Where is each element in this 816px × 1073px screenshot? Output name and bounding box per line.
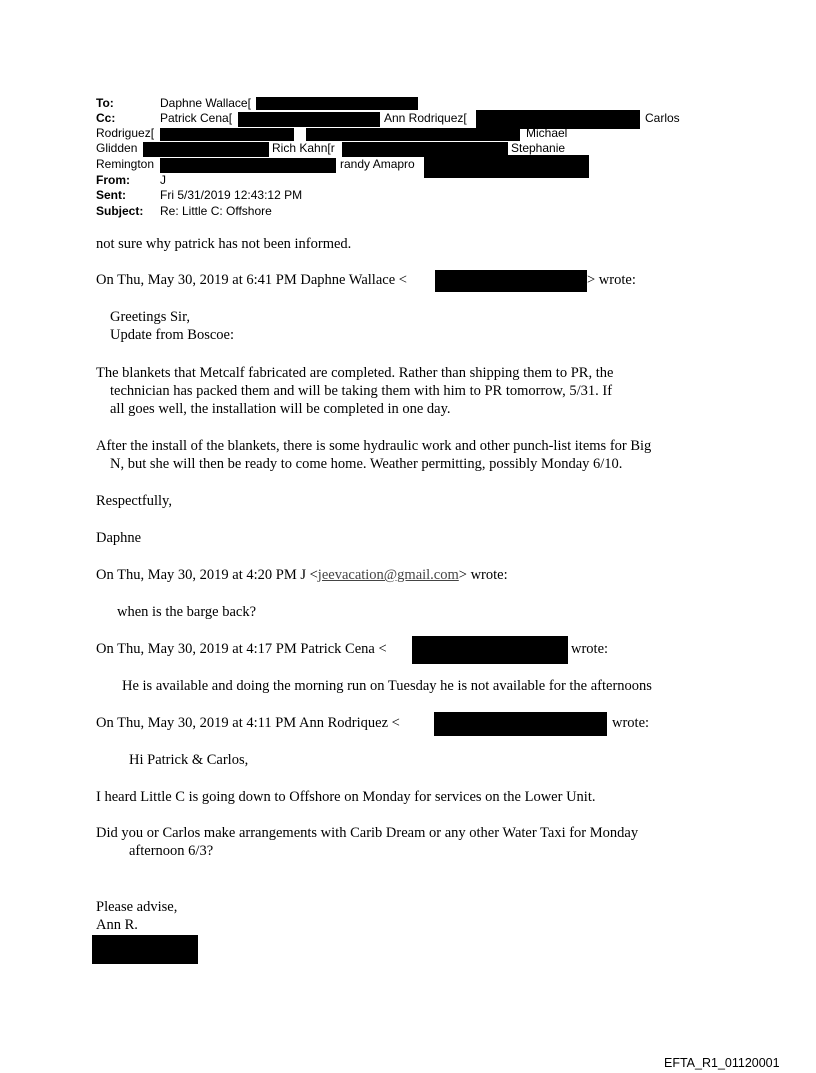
reply-text: not sure why patrick has not been informed. <box>96 236 352 252</box>
redaction-box <box>256 97 418 110</box>
email-link[interactable]: jeevacation@gmail.com <box>317 567 459 583</box>
signature-line: Ann R. <box>96 917 138 933</box>
redaction-box <box>143 142 269 157</box>
redaction-box <box>160 128 294 141</box>
redaction-box <box>435 270 587 292</box>
quote-header-daphne: On Thu, May 30, 2019 at 6:41 PM Daphne Wallace < <box>96 272 407 288</box>
update-line: Update from Boscoe: <box>110 327 235 343</box>
redaction-box <box>424 155 589 178</box>
cc-randy: randy Amapro <box>340 157 415 171</box>
quote-header-patrick: On Thu, May 30, 2019 at 4:17 PM Patrick Cena < <box>96 641 387 657</box>
paragraph-line: all goes well, the installation will be completed in one day. <box>110 401 451 417</box>
to-label: To: <box>96 96 114 110</box>
subject-value: Re: Little C: Offshore <box>160 204 272 218</box>
quote-header-patrick-end: wrote: <box>571 641 609 657</box>
cc-michael: Michael <box>526 126 568 140</box>
cc-remington: Remington <box>96 157 155 171</box>
from-value: J <box>160 173 166 187</box>
cc-stephanie: Stephanie <box>511 141 566 155</box>
cc-ann: Ann Rodriquez[ <box>384 111 467 125</box>
quote-header-ann: On Thu, May 30, 2019 at 4:11 PM Ann Rodriquez < <box>96 715 400 731</box>
quoted-greeting: Hi Patrick & Carlos, <box>129 752 249 768</box>
cc-carlos: Carlos <box>645 111 680 125</box>
to-value: Daphne Wallace[ <box>160 96 251 110</box>
cc-glidden: Glidden <box>96 141 138 155</box>
from-label: From: <box>96 173 130 187</box>
redaction-box <box>92 935 198 964</box>
sent-label: Sent: <box>96 188 126 202</box>
quoted-availability: He is available and doing the morning run on Tuesday he is not available for the afternoons <box>122 678 652 694</box>
quote-header-daphne-end: > wrote: <box>587 272 636 288</box>
paragraph-line: afternoon 6/3? <box>129 843 214 859</box>
quote-header-j-text: On Thu, May 30, 2019 at 4:20 PM J < <box>96 567 318 583</box>
redaction-box <box>434 712 607 736</box>
paragraph-line: The blankets that Metcalf fabricated are completed. Rather than shipping them to PR, the <box>96 365 614 381</box>
redaction-box <box>238 112 380 127</box>
greeting-line: Greetings Sir, <box>110 309 190 325</box>
paragraph-line: technician has packed them and will be taking them with him to PR tomorrow, 5/31. If <box>110 383 613 399</box>
quote-header-j-end: > wrote: <box>458 567 508 583</box>
redaction-box <box>306 128 520 141</box>
quote-header-j <box>96 566 508 584</box>
redaction-box <box>412 636 568 664</box>
paragraph-line: After the install of the blankets, there is some hydraulic work and other punch-list items for Big <box>96 438 652 454</box>
paragraph-line: N, but she will then be ready to come home. Weather permitting, possibly Monday 6/10. <box>110 456 623 472</box>
cc-patrick: Patrick Cena[ <box>160 111 233 125</box>
closing-line: Respectfully, <box>96 493 172 509</box>
paragraph-line: Did you or Carlos make arrangements with Carib Dream or any other Water Taxi for Monday <box>96 825 639 841</box>
signature-line: Daphne <box>96 530 142 546</box>
cc-rodriguez: Rodriguez[ <box>96 126 155 140</box>
subject-label: Subject: <box>96 204 144 218</box>
document-id: EFTA_R1_01120001 <box>664 1056 780 1070</box>
cc-rich: Rich Kahn[r <box>272 141 335 155</box>
closing-line: Please advise, <box>96 899 178 915</box>
sent-value: Fri 5/31/2019 12:43:12 PM <box>160 188 303 202</box>
paragraph-line: I heard Little C is going down to Offshore on Monday for services on the Lower Unit. <box>96 789 596 805</box>
cc-label: Cc: <box>96 111 116 125</box>
redaction-box <box>160 158 336 173</box>
quoted-question: when is the barge back? <box>117 604 257 620</box>
quote-header-ann-end: wrote: <box>612 715 650 731</box>
